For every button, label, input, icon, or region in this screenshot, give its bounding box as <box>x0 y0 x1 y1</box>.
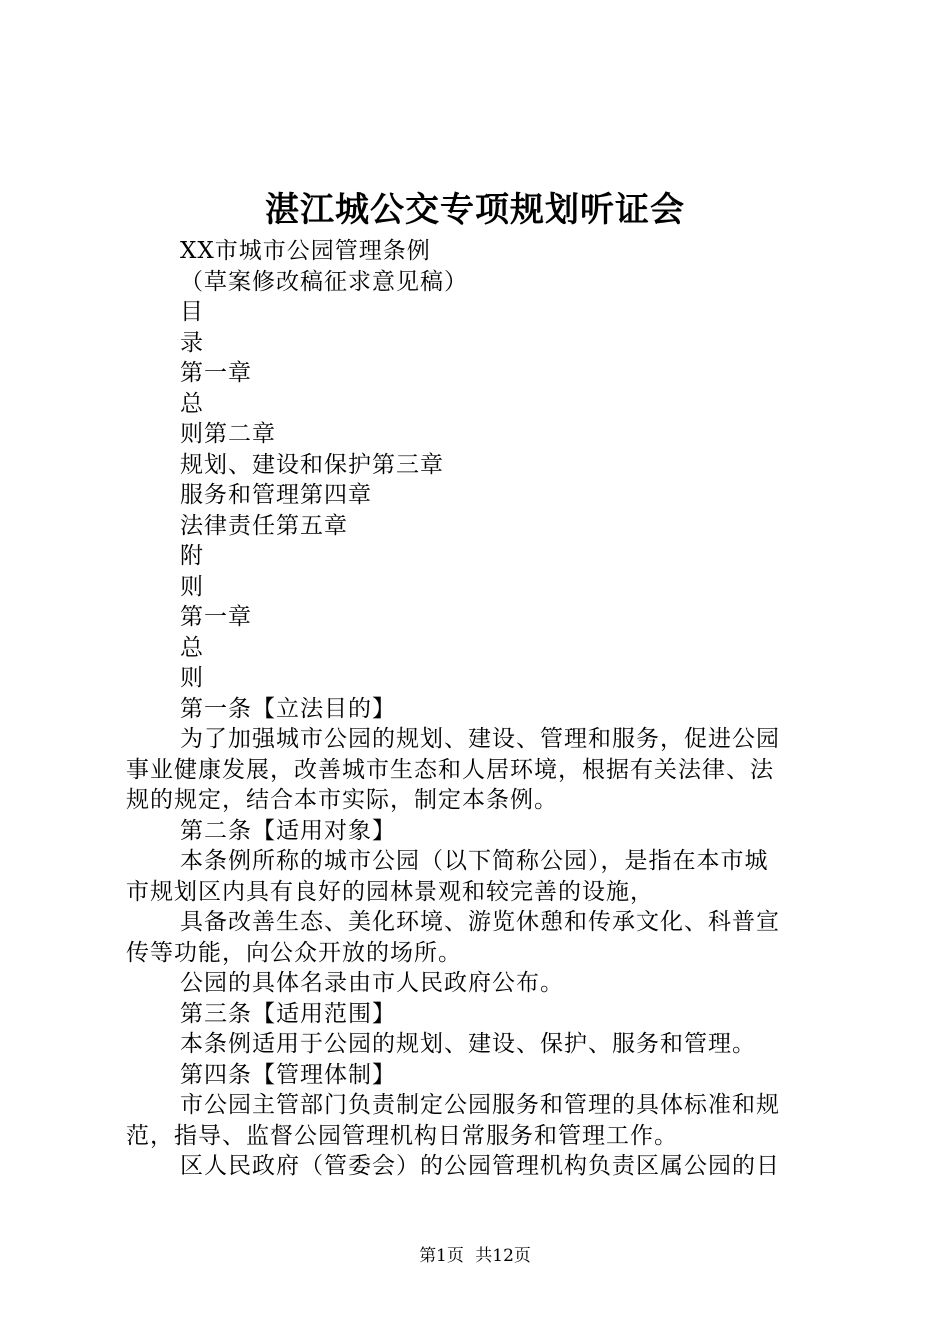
text-line: 传等功能，向公众开放的场所。 <box>126 939 462 966</box>
document-title: 湛江城公交专项规划听证会 <box>265 190 685 230</box>
text-line: 第一章 <box>180 604 252 630</box>
page-total: 共12页 <box>475 1246 531 1266</box>
text-line: （草案修改稿征求意见稿） <box>180 268 468 295</box>
text-line: XX市城市公园管理条例 <box>180 238 431 264</box>
text-line: 规划、建设和保护第三章 <box>180 451 444 478</box>
text-line: 第三条【适用范围】 <box>180 1000 396 1027</box>
document-body <box>126 236 832 1182</box>
text-line: 区人民政府（管委会）的公园管理机构负责区属公园的日 <box>180 1153 780 1179</box>
text-line: 本条例适用于公园的规划、建设、保护、服务和管理。 <box>180 1031 756 1057</box>
page-number: 第1页 <box>419 1246 464 1266</box>
page-footer <box>0 1244 950 1268</box>
text-line: 规的规定，结合本市实际，制定本条例。 <box>126 787 558 813</box>
text-line: 事业健康发展，改善城市生态和人居环境，根据有关法律、法 <box>126 756 774 783</box>
text-line: 录 <box>180 329 204 356</box>
text-line: 总 <box>180 390 204 417</box>
text-line: 服务和管理第四章 <box>180 482 372 508</box>
text-line: 第一条【立法目的】 <box>180 695 396 722</box>
text-line: 附 <box>180 543 204 569</box>
text-line: 为了加强城市公园的规划、建设、管理和服务，促进公园 <box>180 726 780 752</box>
text-line: 第二条【适用对象】 <box>180 817 396 844</box>
text-line: 市公园主管部门负责制定公园服务和管理的具体标准和规 <box>180 1092 780 1118</box>
text-line: 本条例所称的城市公园（以下简称公园），是指在本市城 <box>180 848 769 874</box>
text-line: 总 <box>180 634 204 661</box>
text-line: 范，指导、监督公园管理机构日常服务和管理工作。 <box>126 1122 678 1149</box>
text-line: 第四条【管理体制】 <box>180 1061 396 1088</box>
text-line: 具备改善生态、美化环境、游览休憩和传承文化、科普宣 <box>180 909 780 935</box>
text-line: 公园的具体名录由市人民政府公布。 <box>180 970 564 996</box>
text-line: 目 <box>180 299 204 325</box>
text-line: 则 <box>180 573 204 600</box>
text-line: 市规划区内具有良好的园林景观和较完善的设施， <box>126 878 654 905</box>
text-line: 第一章 <box>180 360 252 386</box>
text-line: 则第二章 <box>180 421 276 447</box>
text-line: 法律责任第五章 <box>180 512 348 539</box>
text-line: 则 <box>180 665 204 691</box>
